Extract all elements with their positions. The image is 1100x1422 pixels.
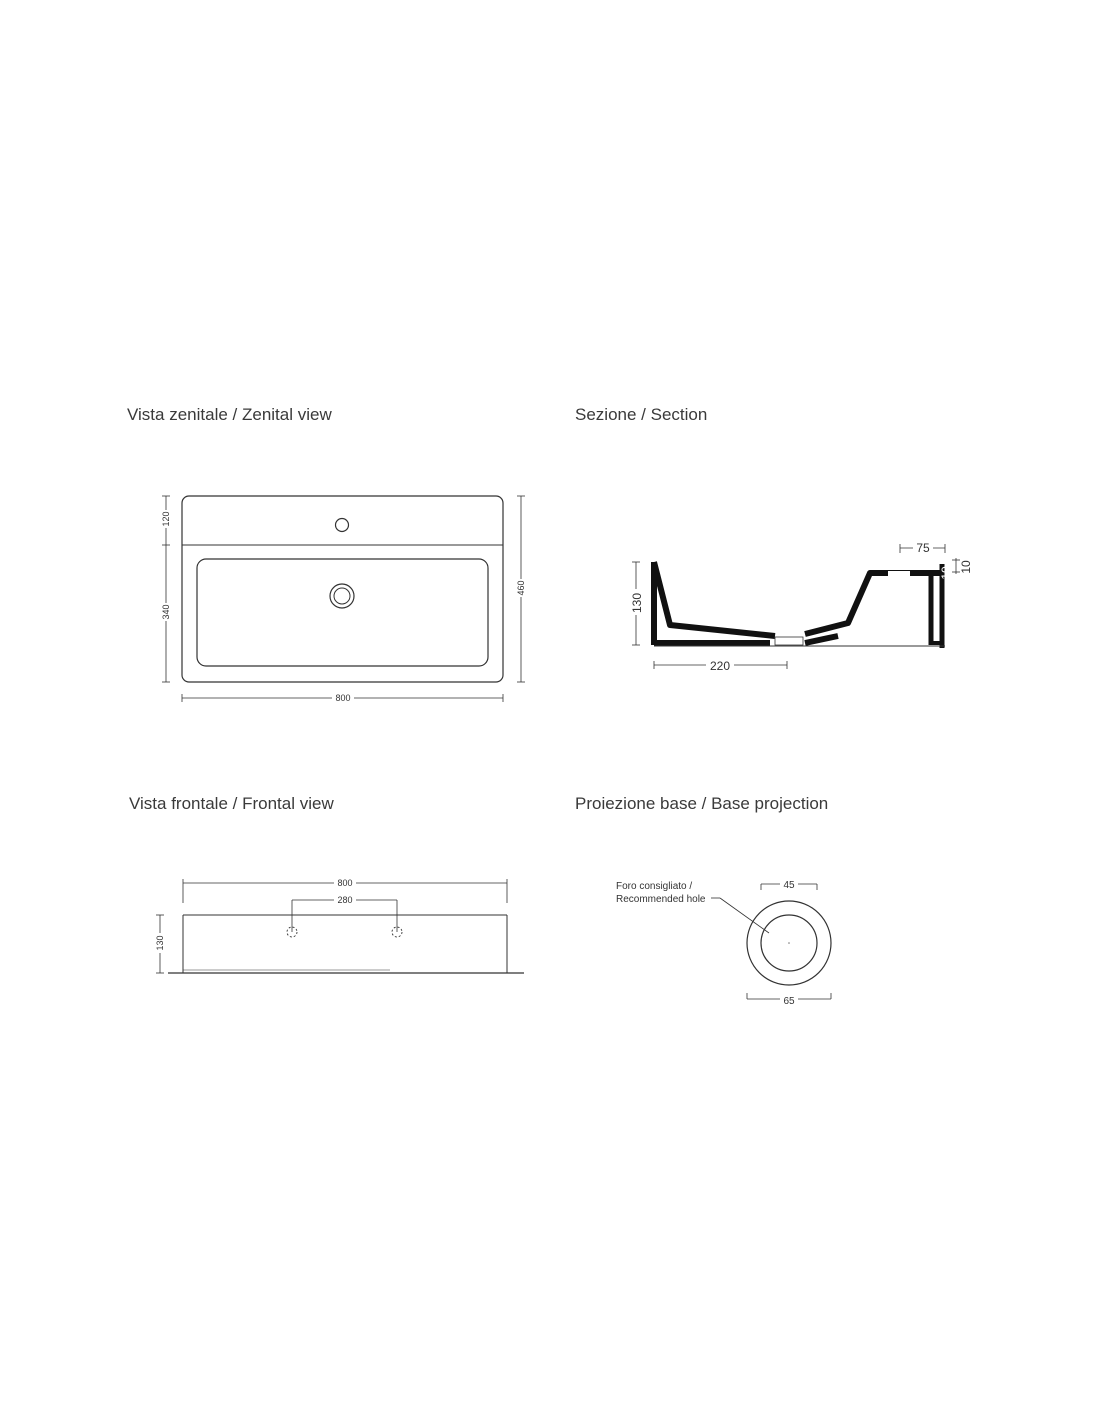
section-rim-label: 75 xyxy=(916,541,930,555)
frontal-view xyxy=(154,877,524,973)
base-inner-dim-label: 45 xyxy=(783,880,795,891)
recommended-hole-note-line1: Foro consigliato / xyxy=(616,881,693,892)
dim-depth-label: 460 xyxy=(516,580,526,596)
section-view-title: Sezione / Section xyxy=(575,405,708,424)
base-outer-dim-label: 65 xyxy=(783,996,795,1007)
recommended-hole-note-line2: Recommended hole xyxy=(616,894,706,905)
frontal-height-label: 130 xyxy=(155,935,165,951)
dim-width-label: 800 xyxy=(335,693,351,703)
section-height-label: 130 xyxy=(630,592,644,614)
zenital-view-title: Vista zenitale / Zenital view xyxy=(127,405,332,424)
base-projection xyxy=(616,878,831,1007)
dim-basin-depth-label: 340 xyxy=(161,604,171,620)
section-left-wall xyxy=(654,562,775,636)
section-halfwidth-label: 220 xyxy=(709,659,731,673)
frontal-hole-spacing-label: 280 xyxy=(337,895,353,905)
bowl-outline xyxy=(197,559,488,666)
recommended-hole-leader xyxy=(720,898,769,933)
base-projection-title: Proiezione base / Base projection xyxy=(575,794,829,813)
tap-hole-icon xyxy=(336,519,349,532)
frontal-view-title: Vista frontale / Frontal view xyxy=(129,794,334,813)
drain-opening xyxy=(775,637,803,645)
dim-top-band-label: 120 xyxy=(161,511,171,527)
section-view xyxy=(629,541,973,673)
section-right-wall xyxy=(805,573,940,634)
frontal-width-label: 800 xyxy=(337,878,353,888)
section-wall-side-label: 10 xyxy=(939,566,953,580)
section-wall-top-label: 10 xyxy=(959,560,973,574)
drain-inner-icon xyxy=(334,588,350,604)
zenital-view xyxy=(160,496,527,704)
basin-outline xyxy=(182,496,503,682)
